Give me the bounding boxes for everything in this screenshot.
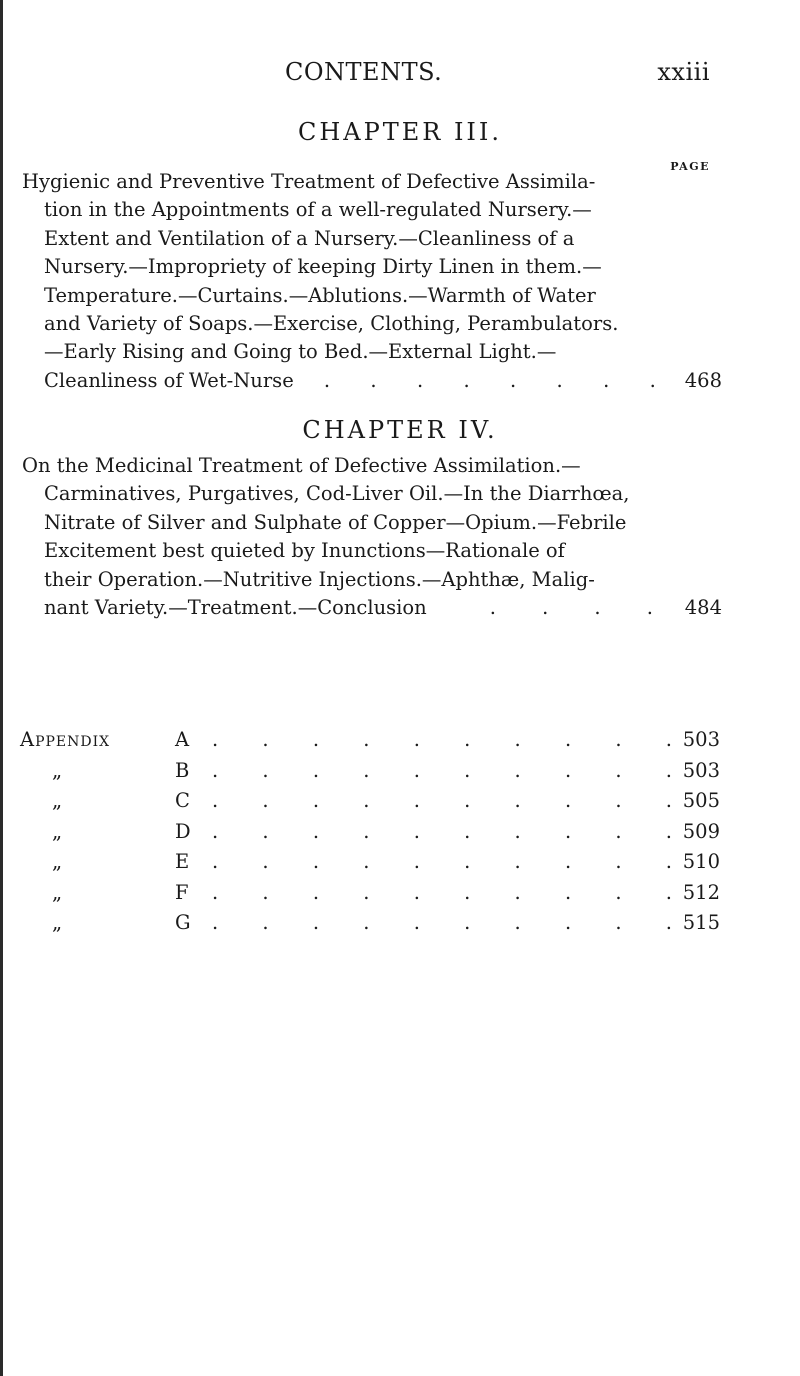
- running-head-title: CONTENTS.: [285, 58, 443, 86]
- ditto-mark: „: [51, 880, 64, 904]
- dot-leader: . . . .: [489, 596, 653, 620]
- chapter-3-entry: [22, 168, 722, 395]
- appendix-page-number: 505: [682, 789, 720, 812]
- appendix-row: [20, 820, 720, 851]
- chapter-3-line-6: and Variety of Soaps.—Exercise, Clothing, Perambulators.: [44, 312, 619, 336]
- dot-leader: . . . . . . . . . .: [212, 728, 672, 751]
- appendix-letter: B: [175, 758, 190, 782]
- appendix-page-number: 512: [682, 880, 720, 904]
- chapter-3-page-number: 468: [684, 368, 722, 392]
- dot-leader: . . . . . . . . . .: [212, 850, 672, 873]
- ditto-mark: „: [51, 758, 64, 782]
- dot-leader: . . . . . . . . . .: [212, 819, 672, 843]
- ditto-mark: „: [51, 850, 64, 873]
- appendix-page-number: 503: [682, 758, 720, 782]
- appendix-letter: A: [175, 728, 190, 751]
- chapter-3-line-1: Hygienic and Preventive Treatment of Defective Assimila-: [22, 170, 596, 193]
- chapter-4-line-1: On the Medicinal Treatment of Defective Assimilation.—: [22, 454, 581, 477]
- chapter-3-line-7: —Early Rising and Going to Bed.—External Light.—: [44, 340, 557, 364]
- ditto-mark: „: [51, 911, 64, 934]
- chapter-4-last-line: [22, 594, 722, 622]
- chapter-4-page-number: 484: [684, 596, 722, 620]
- chapter-4-line-2: Carminatives, Purgatives, Cod-Liver Oil.—In the Diarrhœa,: [44, 482, 630, 506]
- appendix-list: [20, 728, 720, 942]
- appendix-letter: E: [175, 850, 190, 873]
- dot-leader: . . . . . . . . . .: [212, 911, 672, 934]
- ditto-mark: „: [51, 819, 64, 843]
- running-head-folio: xxiii: [657, 58, 710, 86]
- appendix-letter: F: [175, 880, 189, 904]
- chapter-3-last-text: Cleanliness of Wet-Nurse: [44, 368, 294, 392]
- appendix-row: [20, 911, 720, 942]
- dot-leader: . . . . . . . . . .: [212, 758, 672, 782]
- appendix-page-number: 503: [682, 728, 720, 751]
- chapter-4-line-5: their Operation.—Nutritive Injections.—Aphthæ, Malig-: [44, 567, 595, 591]
- ditto-mark: „: [51, 789, 64, 812]
- appendix-row: [20, 881, 720, 912]
- page-column-label: PAGE: [670, 160, 710, 173]
- appendix-page-number: 515: [682, 911, 720, 934]
- chapter-3-line-5: Temperature.—Curtains.—Ablutions.—Warmth of Water: [44, 283, 596, 307]
- appendix-letter: C: [175, 789, 190, 812]
- chapter-4-last-text: nant Variety.—Treatment.—Conclusion: [44, 596, 427, 620]
- appendix-row: [20, 759, 720, 790]
- chapter-3-line-2: tion in the Appointments of a well-regulated Nursery.—: [44, 198, 592, 222]
- chapter-3-last-line: [22, 367, 722, 395]
- running-head: [285, 58, 710, 86]
- dot-leader: . . . . . . . . . .: [212, 880, 672, 904]
- appendix-label: Appendix: [20, 728, 111, 751]
- appendix-row: [20, 850, 720, 881]
- appendix-page-number: 510: [682, 850, 720, 873]
- chapter-4-entry: [22, 452, 722, 622]
- chapter-3-heading: CHAPTER III.: [297, 118, 503, 146]
- appendix-row: [20, 789, 720, 820]
- appendix-letter: D: [175, 819, 191, 843]
- dot-leader: . . . . . . . . . .: [212, 789, 672, 812]
- chapter-4-line-4: Excitement best quieted by Inunctions—Rationale of: [44, 539, 565, 563]
- chapter-3-line-4: Nursery.—Impropriety of keeping Dirty Linen in them.—: [44, 255, 602, 279]
- appendix-letter: G: [175, 911, 191, 934]
- chapter-3-line-3: Extent and Ventilation of a Nursery.—Cleanliness of a: [44, 226, 575, 250]
- chapter-4-heading: CHAPTER IV.: [302, 416, 498, 444]
- appendix-row: [20, 728, 720, 759]
- appendix-page-number: 509: [682, 819, 720, 843]
- dot-leader: . . . . . . . .: [323, 368, 656, 392]
- chapter-4-line-3: Nitrate of Silver and Sulphate of Copper—Opium.—Febrile: [44, 510, 627, 534]
